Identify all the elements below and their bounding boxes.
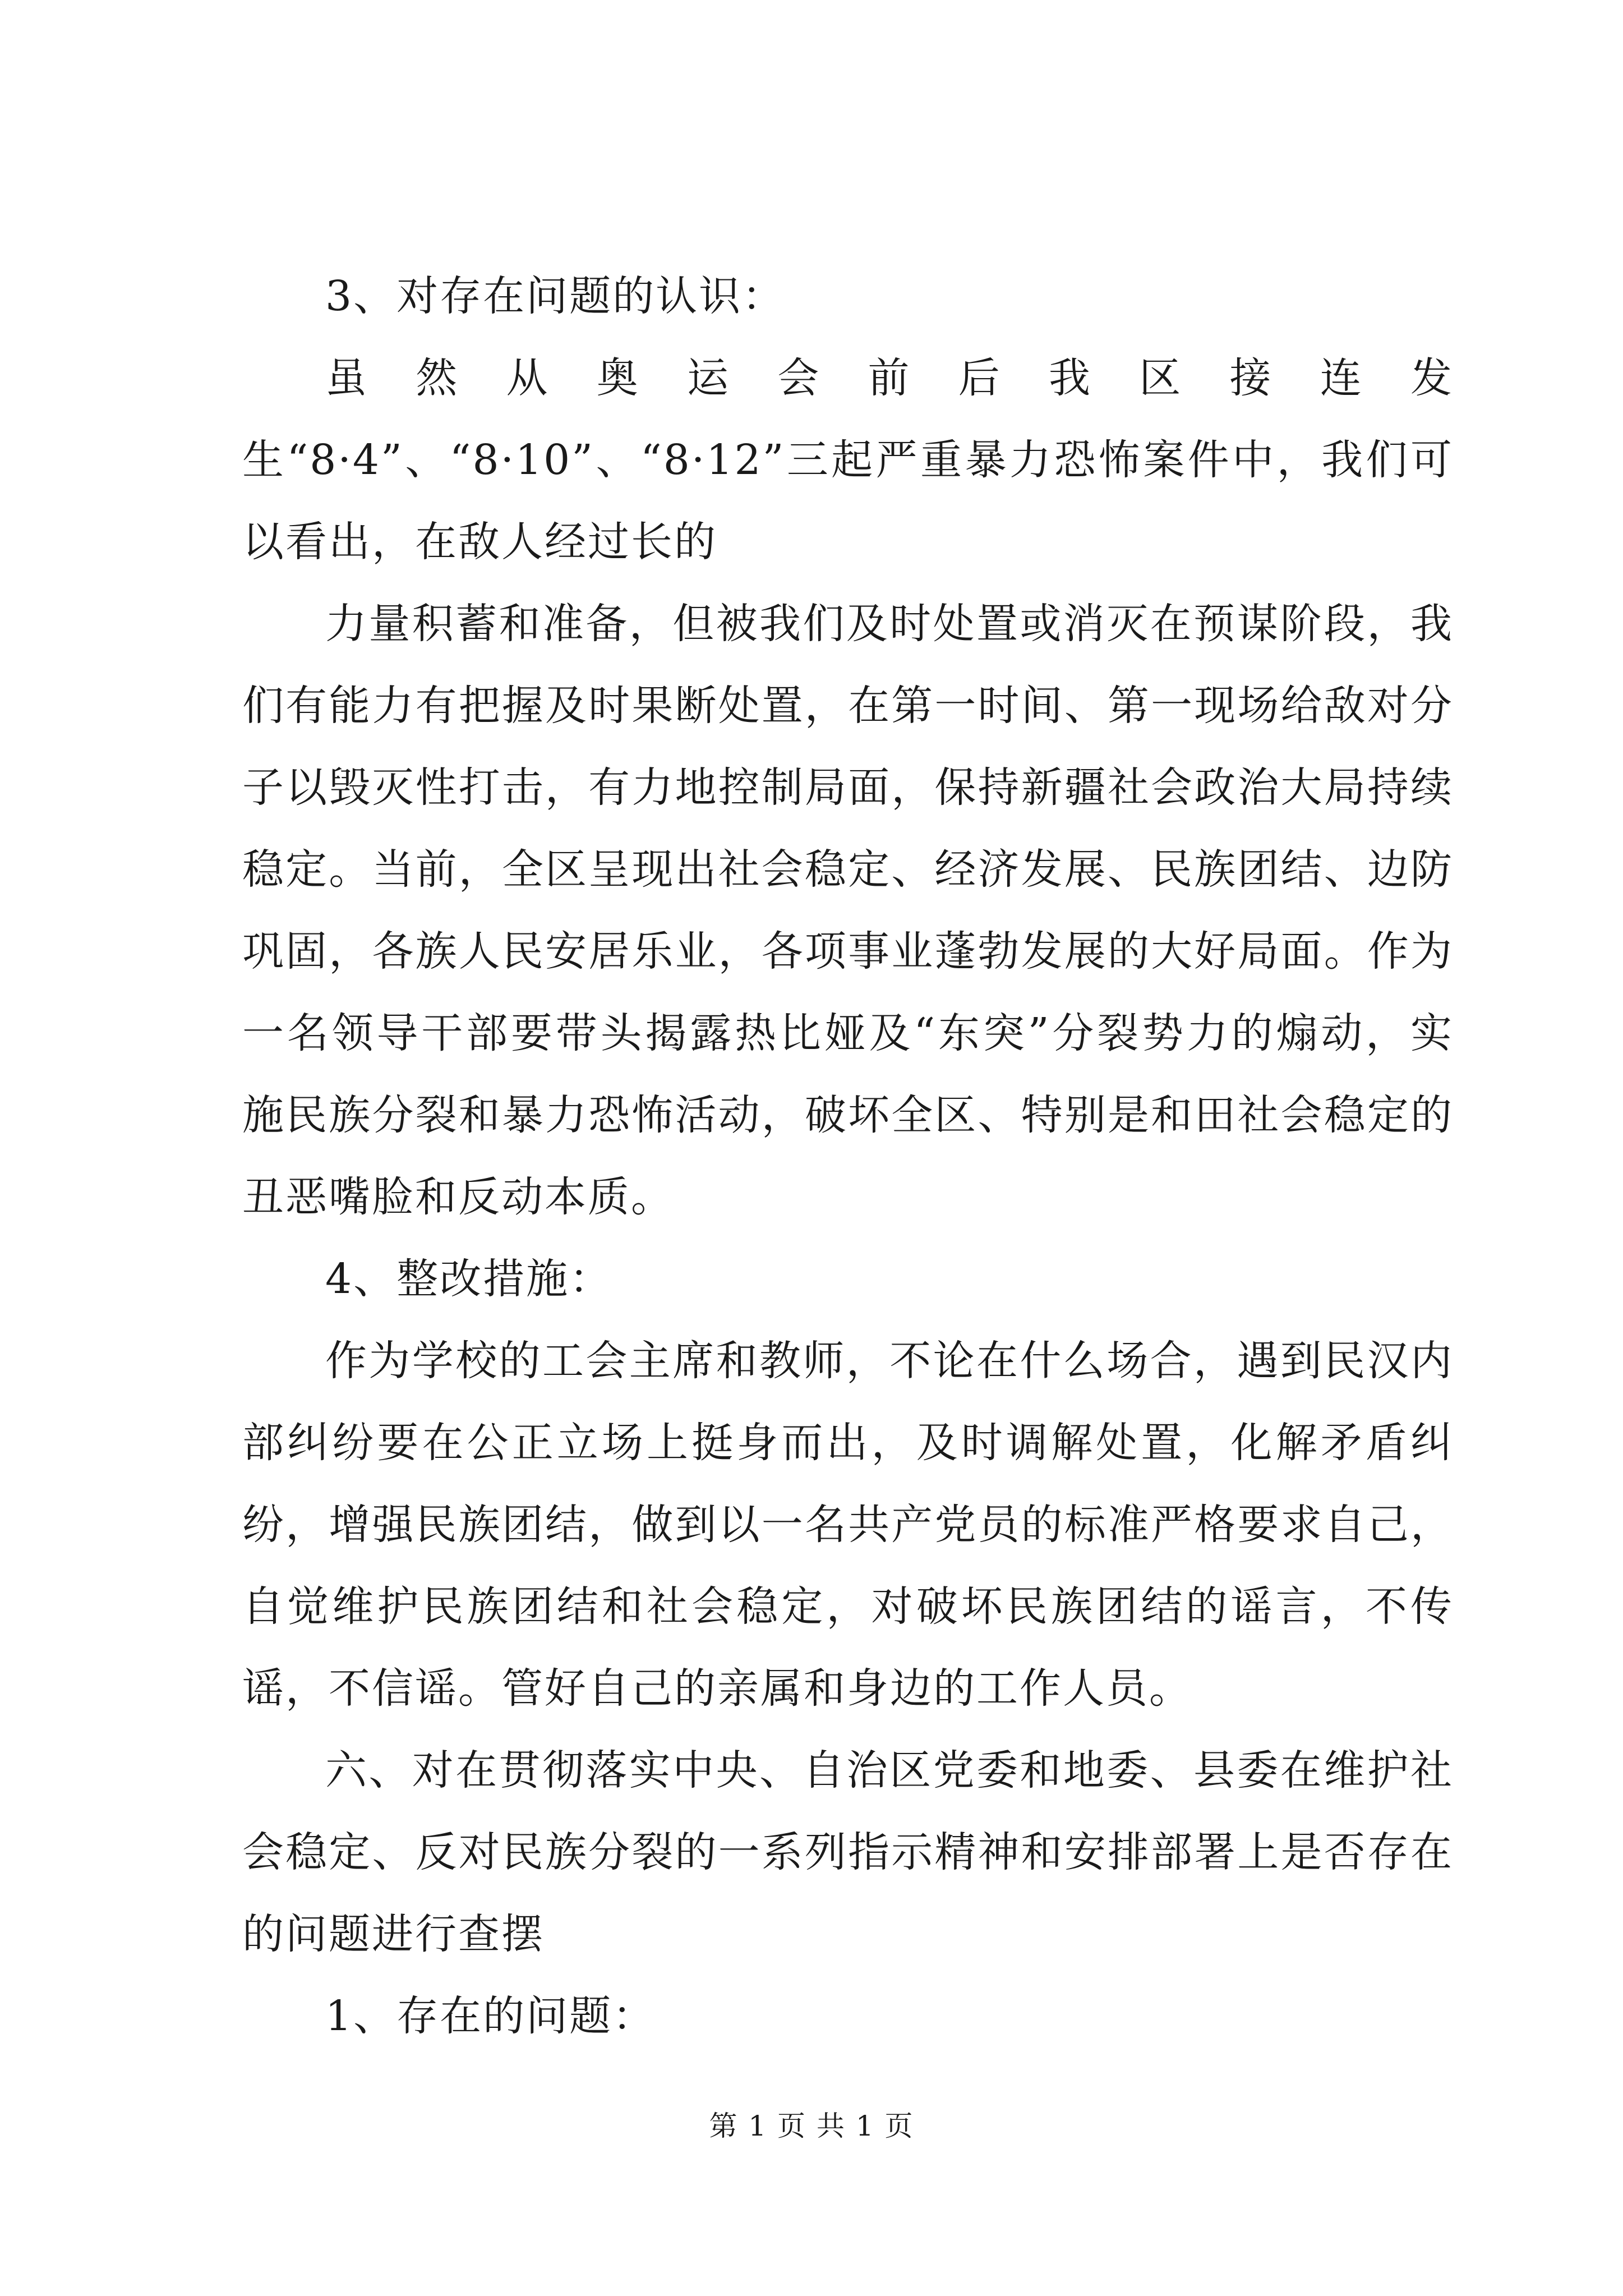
paragraph-section-3-heading: 3、对存在问题的认识： bbox=[325, 272, 786, 320]
paragraph-incident-summary: 虽然从奥运会前后我区接连发生“8·4”、“8·10”、“8·12”三起严重暴力恐怖案件中，我们可以看出，在敌人经过长的 bbox=[242, 354, 1454, 566]
paragraph-section-six-heading: 六、对在贯彻落实中央、自治区党委和地委、县委在维护社会稳定、反对民族分裂的一系列指示精神和安排部署上是否存在的问题进行查摆 bbox=[242, 1746, 1454, 1958]
page-footer: 第 1 页 共 1 页 bbox=[709, 2110, 914, 2142]
paragraph-rectification-measures: 作为学校的工会主席和教师，不论在什么场合，遇到民汉内部纠纷要在公正立场上挺身而出，及时调解处置，化解矛盾纠纷，增强民族团结，做到以一名共产党员的标准严格要求自己，自觉维护民族团结和社会稳定，对破坏民族团结的谣言，不传谣，不信谣。管好自己的亲属和身边的工作人员。 bbox=[242, 1337, 1454, 1713]
paragraph-stability-situation: 力量积蓄和准备，但被我们及时处置或消灭在预谋阶段，我们有能力有把握及时果断处置，在第一时间、第一现场给敌对分子以毁灭性打击，有力地控制局面，保持新疆社会政治大局持续稳定。当前，全区呈现出社会稳定、经济发展、民族团结、边防巩固，各族人民安居乐业，各项事业蓬勃发展的大好局面。作为一名领导干部要带头揭露热比娅及“东突”分裂势力的煽动，实施民族分裂和暴力恐怖活动，破坏全区、特别是和田社会稳定的丑恶嘴脸和反动本质。 bbox=[242, 600, 1454, 1221]
paragraph-existing-problems-heading: 1、存在的问题： bbox=[325, 1992, 656, 2040]
paragraph-section-4-heading: 4、整改措施： bbox=[325, 1255, 613, 1303]
document-body bbox=[242, 255, 1454, 2057]
